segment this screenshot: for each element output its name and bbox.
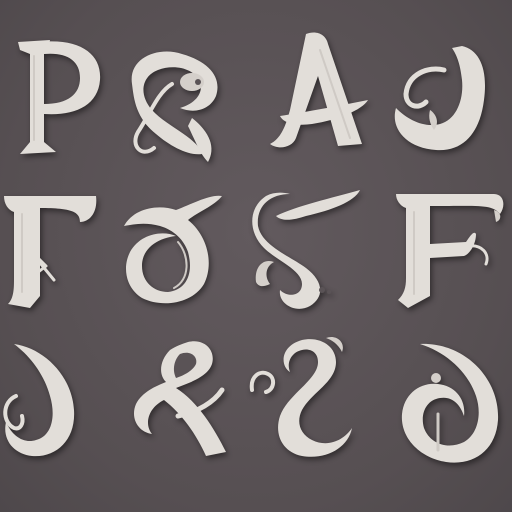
letter-p-glyph (10, 32, 110, 162)
letter-j-swash-glyph (384, 40, 502, 160)
ampersand-glyph (118, 336, 238, 464)
swirl-2-glyph (240, 330, 370, 460)
letter-s-swash-glyph (236, 186, 366, 316)
letter-f-k-blackletter-glyph (0, 188, 100, 318)
letter-f-glyph (390, 184, 510, 314)
swash-ampersand-glyph (118, 38, 238, 168)
d-swash-glyph (118, 186, 228, 316)
letter-a-glyph (258, 26, 378, 156)
d-circle-glyph (380, 338, 510, 468)
d-swash-lower-glyph (0, 336, 100, 466)
